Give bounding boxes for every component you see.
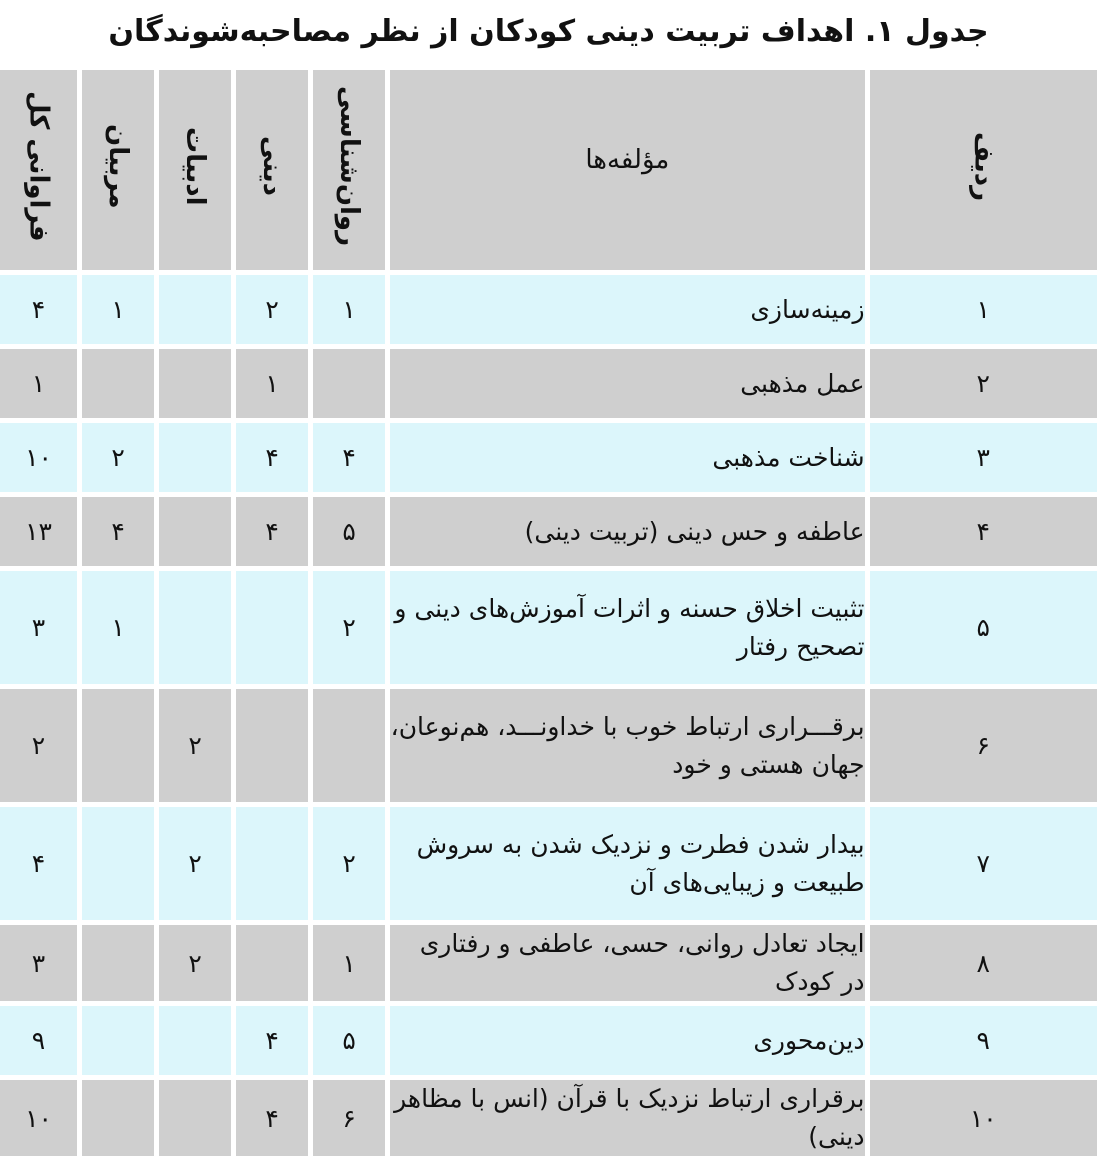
row-number: ۸ bbox=[870, 925, 1097, 1006]
header-row-number: ردیف bbox=[870, 70, 1097, 275]
literature-value bbox=[159, 1080, 236, 1161]
psychology-value bbox=[313, 689, 390, 807]
total-value: ۳ bbox=[0, 571, 82, 689]
educators-value: ۲ bbox=[82, 423, 159, 497]
religious-value: ۴ bbox=[236, 1080, 313, 1161]
row-number: ۴ bbox=[870, 497, 1097, 571]
header-literature: ادبیات bbox=[159, 70, 236, 275]
table-row bbox=[0, 349, 1097, 423]
component-text: عاطفه و حس دینی (تربیت دینی) bbox=[390, 497, 869, 571]
table-row bbox=[0, 689, 1097, 807]
table-row bbox=[0, 423, 1097, 497]
row-number: ۷ bbox=[870, 807, 1097, 925]
religious-value: ۴ bbox=[236, 497, 313, 571]
educators-value: ۱ bbox=[82, 571, 159, 689]
header-educators: مربیان bbox=[82, 70, 159, 275]
literature-value: ۲ bbox=[159, 807, 236, 925]
component-text: عمل مذهبی bbox=[390, 349, 869, 423]
row-number: ۲ bbox=[870, 349, 1097, 423]
religious-value bbox=[236, 807, 313, 925]
psychology-value: ۶ bbox=[313, 1080, 390, 1161]
header-total-frequency: فراوانی کل bbox=[0, 70, 82, 275]
table-row bbox=[0, 807, 1097, 925]
table-row bbox=[0, 1006, 1097, 1080]
row-number: ۱ bbox=[870, 275, 1097, 349]
row-number: ۳ bbox=[870, 423, 1097, 497]
psychology-value: ۲ bbox=[313, 571, 390, 689]
psychology-value: ۱ bbox=[313, 275, 390, 349]
educators-value bbox=[82, 925, 159, 1006]
component-text: شناخت مذهبی bbox=[390, 423, 869, 497]
total-value: ۴ bbox=[0, 807, 82, 925]
goals-table bbox=[0, 70, 1097, 1161]
religious-value: ۱ bbox=[236, 349, 313, 423]
table-row bbox=[0, 571, 1097, 689]
religious-value bbox=[236, 689, 313, 807]
table-row bbox=[0, 497, 1097, 571]
component-text: زمینه‌سازی bbox=[390, 275, 869, 349]
total-value: ۱۰ bbox=[0, 1080, 82, 1161]
literature-value bbox=[159, 349, 236, 423]
psychology-value: ۵ bbox=[313, 1006, 390, 1080]
literature-value: ۲ bbox=[159, 689, 236, 807]
header-psychology: روان‌شناسی bbox=[313, 70, 390, 275]
component-text: بیدار شدن فطرت و نزدیک شدن به سروش طبیعت و زیبایی‌های آن bbox=[390, 807, 869, 925]
component-text: تثبیت اخلاق حسنه و اثرات آموزش‌های دینی و تصحیح رفتار bbox=[390, 571, 869, 689]
literature-value bbox=[159, 423, 236, 497]
row-number: ۱۰ bbox=[870, 1080, 1097, 1161]
total-value: ۲ bbox=[0, 689, 82, 807]
table-row bbox=[0, 1080, 1097, 1161]
religious-value bbox=[236, 571, 313, 689]
psychology-value: ۴ bbox=[313, 423, 390, 497]
educators-value bbox=[82, 349, 159, 423]
religious-value bbox=[236, 925, 313, 1006]
total-value: ۱۰ bbox=[0, 423, 82, 497]
educators-value bbox=[82, 807, 159, 925]
educators-value bbox=[82, 1080, 159, 1161]
row-number: ۹ bbox=[870, 1006, 1097, 1080]
psychology-value: ۱ bbox=[313, 925, 390, 1006]
component-text: برقراری ارتباط نزدیک با قرآن (انس با مظاهر دینی) bbox=[390, 1080, 869, 1161]
religious-value: ۴ bbox=[236, 1006, 313, 1080]
header-row bbox=[0, 70, 1097, 275]
table-title: جدول ۱. اهداف تربیت دینی کودکان از نظر مصاحبه‌شوندگان bbox=[108, 14, 989, 49]
row-number: ۵ bbox=[870, 571, 1097, 689]
total-value: ۱۳ bbox=[0, 497, 82, 571]
total-value: ۹ bbox=[0, 1006, 82, 1080]
literature-value: ۲ bbox=[159, 925, 236, 1006]
educators-value bbox=[82, 689, 159, 807]
literature-value bbox=[159, 275, 236, 349]
header-components: مؤلفه‌ها bbox=[390, 70, 869, 275]
educators-value: ۱ bbox=[82, 275, 159, 349]
table-row bbox=[0, 925, 1097, 1006]
religious-value: ۴ bbox=[236, 423, 313, 497]
educators-value bbox=[82, 1006, 159, 1080]
psychology-value bbox=[313, 349, 390, 423]
religious-value: ۲ bbox=[236, 275, 313, 349]
component-text: ایجاد تعادل روانی، حسی، عاطفی و رفتاری در کودک bbox=[390, 925, 869, 1006]
row-number: ۶ bbox=[870, 689, 1097, 807]
total-value: ۱ bbox=[0, 349, 82, 423]
total-value: ۳ bbox=[0, 925, 82, 1006]
table-row bbox=[0, 275, 1097, 349]
header-religious: دینی bbox=[236, 70, 313, 275]
educators-value: ۴ bbox=[82, 497, 159, 571]
literature-value bbox=[159, 571, 236, 689]
total-value: ۴ bbox=[0, 275, 82, 349]
component-text: دین‌محوری bbox=[390, 1006, 869, 1080]
component-text: برقـــراری ارتباط خوب با خداونـــد، هم‌نوعان، جهان هستی و خود bbox=[390, 689, 869, 807]
literature-value bbox=[159, 497, 236, 571]
psychology-value: ۲ bbox=[313, 807, 390, 925]
psychology-value: ۵ bbox=[313, 497, 390, 571]
literature-value bbox=[159, 1006, 236, 1080]
